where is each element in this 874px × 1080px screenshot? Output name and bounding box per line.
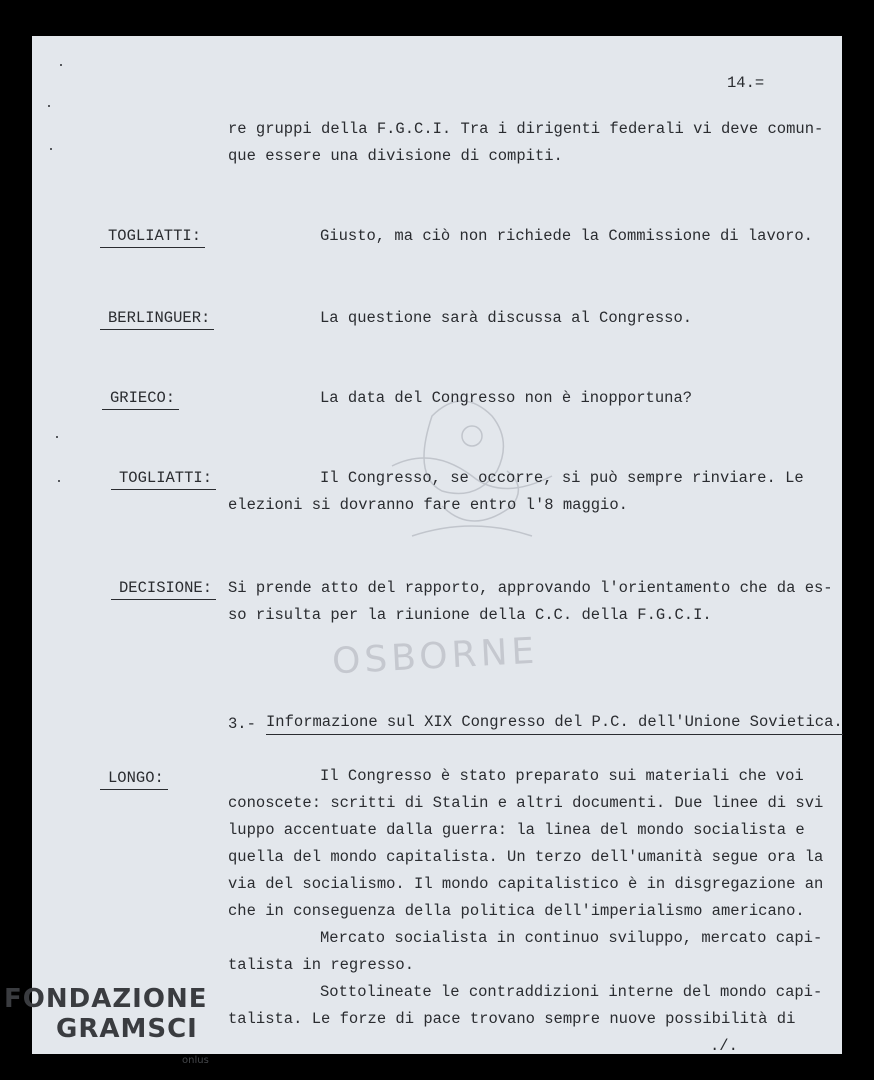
longo-line: talista in regresso. bbox=[228, 956, 415, 974]
margin-dot bbox=[48, 105, 50, 107]
speaker-label: TOGLIATTI: bbox=[119, 465, 212, 492]
archive-logo-line1: FONDAZIONE bbox=[4, 984, 208, 1014]
margin-dot bbox=[60, 64, 62, 66]
section-title: Informazione sul XIX Congresso del P.C. dell'Unione Sovietica. bbox=[266, 711, 843, 735]
longo-line: luppo accentuate dalla guerra: la linea del mondo socialista e bbox=[228, 821, 805, 839]
archive-logo-sub: onlus bbox=[182, 1055, 209, 1066]
document-page bbox=[32, 36, 842, 1054]
page-number: 14.= bbox=[727, 74, 765, 92]
margin-dot bbox=[50, 148, 52, 150]
longo-line: Sottolineate le contraddizioni interne del mondo capi- bbox=[320, 983, 823, 1001]
margin-dot bbox=[58, 480, 60, 482]
margin-dot bbox=[56, 436, 58, 438]
continuation-mark: ./. bbox=[710, 1037, 738, 1055]
speaker-label: GRIECO: bbox=[110, 385, 175, 412]
longo-line: talista. Le forze di pace trovano sempre nuove possibilità di bbox=[228, 1010, 796, 1028]
continuation-line-1: re gruppi della F.G.C.I. Tra i dirigenti federali vi deve comun- bbox=[228, 120, 824, 138]
speaker-label: DECISIONE: bbox=[119, 575, 212, 602]
longo-line: quella del mondo capitalista. Un terzo dell'umanità segue ora la bbox=[228, 848, 824, 866]
longo-line: che in conseguenza della politica dell'imperialismo americano. bbox=[228, 902, 805, 920]
entry-text: Si prende atto del rapporto, approvando l'orientamento che da es- bbox=[228, 579, 833, 597]
archive-logo bbox=[4, 984, 209, 1066]
speaker-label: BERLINGUER: bbox=[108, 305, 210, 332]
longo-line: Mercato socialista in continuo sviluppo, mercato capi- bbox=[320, 929, 823, 947]
longo-line: conoscete: scritti di Stalin e altri documenti. Due linee di svi bbox=[228, 794, 824, 812]
watermark-stamp-text: OSBORNE bbox=[331, 630, 540, 683]
continuation-line-2: que essere una divisione di compiti. bbox=[228, 147, 563, 165]
speaker-label: LONGO: bbox=[108, 765, 164, 792]
speaker-label: TOGLIATTI: bbox=[108, 223, 201, 250]
entry-text: Il Congresso, se occorre, si può sempre rinviare. Le bbox=[320, 469, 804, 487]
entry-text: La questione sarà discussa al Congresso. bbox=[320, 309, 693, 327]
archive-logo-line2: GRAMSCI bbox=[56, 1014, 198, 1044]
entry-text: Giusto, ma ciò non richiede la Commissione di lavoro. bbox=[320, 227, 813, 245]
longo-line: via del socialismo. Il mondo capitalistico è in disgregazione an bbox=[228, 875, 824, 893]
entry-text: so risulta per la riunione della C.C. della F.G.C.I. bbox=[228, 606, 712, 624]
longo-line: Il Congresso è stato preparato sui materiali che voi bbox=[320, 767, 804, 785]
section-number: 3.- bbox=[228, 715, 256, 733]
entry-text: elezioni si dovranno fare entro l'8 maggio. bbox=[228, 496, 628, 514]
entry-text: La data del Congresso non è inopportuna? bbox=[320, 389, 693, 407]
